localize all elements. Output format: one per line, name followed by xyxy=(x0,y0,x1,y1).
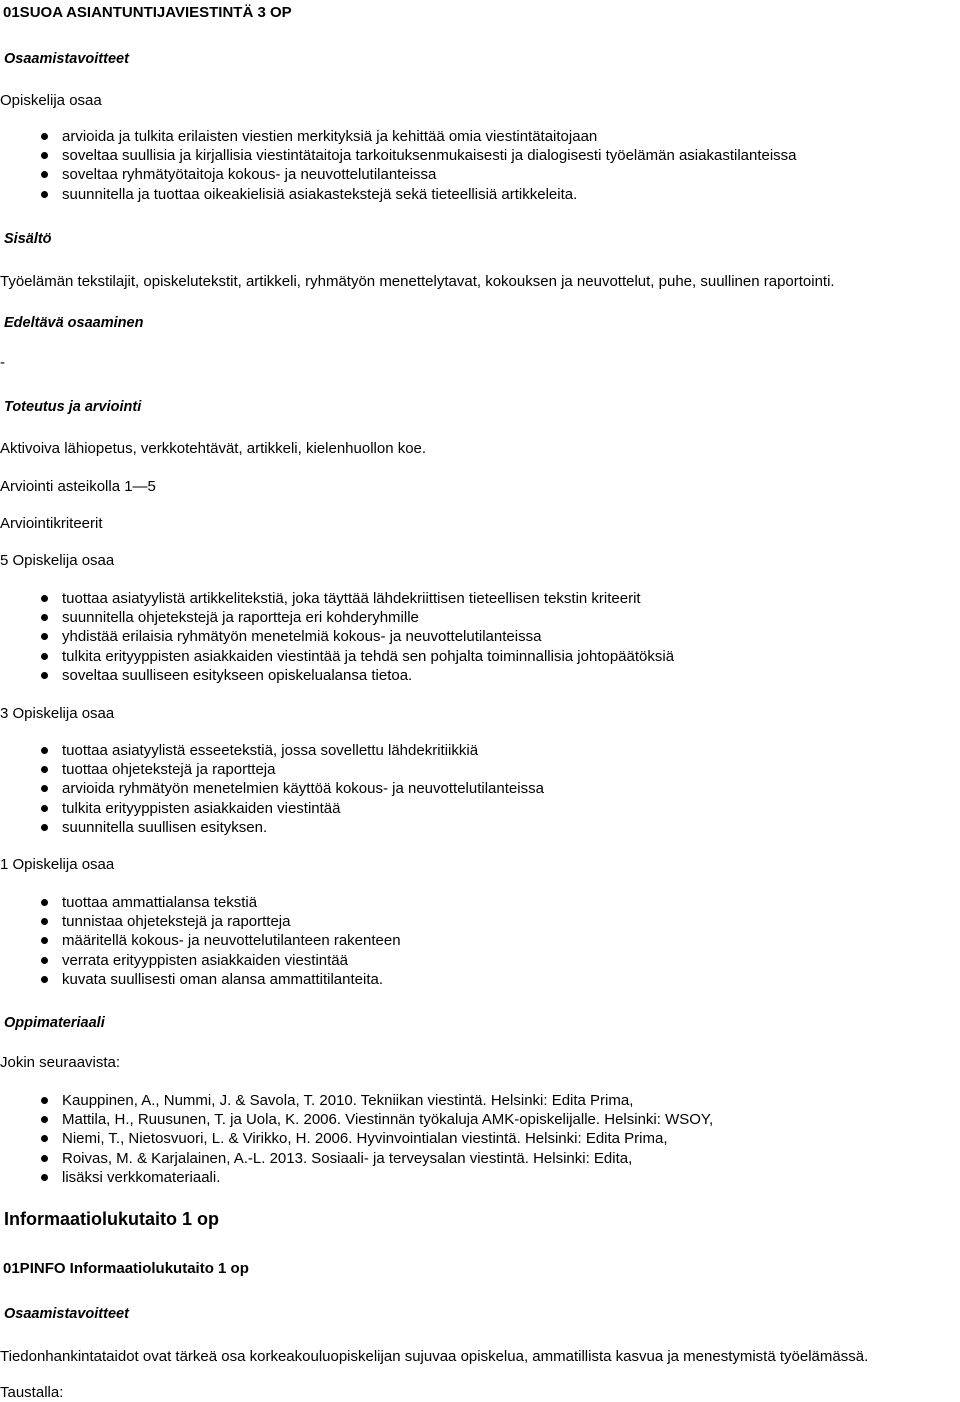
materials-heading: Oppimateriaali xyxy=(4,1015,105,1031)
list-item-text: soveltaa suulliseen esitykseen opiskelualansa tietoa. xyxy=(62,666,413,684)
implementation-heading: Toteutus ja arviointi xyxy=(4,399,142,415)
list-item-text: kuvata suullisesti oman alansa ammattitilanteita. xyxy=(62,970,383,988)
bullet-icon xyxy=(41,191,48,198)
criteria-heading: Arviointikriteerit xyxy=(0,515,103,532)
list-item xyxy=(0,912,401,931)
bullet-icon xyxy=(41,976,48,983)
grade5-intro: 5 Opiskelija osaa xyxy=(0,552,115,569)
bullet-icon xyxy=(41,152,48,159)
bullet-icon xyxy=(41,633,48,640)
list-item xyxy=(0,1091,713,1110)
bullet-icon xyxy=(41,1097,48,1104)
list-item xyxy=(0,1129,713,1148)
list-item xyxy=(0,799,544,818)
list-item xyxy=(0,951,401,970)
list-item xyxy=(0,127,797,146)
prerequisites-text: - xyxy=(0,354,5,371)
list-item-text: suunnitella suullisen esityksen. xyxy=(62,818,268,836)
list-item xyxy=(0,1168,713,1187)
list-item-text: verrata erityyppisten asiakkaiden viestintää xyxy=(62,951,348,969)
bullet-icon xyxy=(41,957,48,964)
list-item-text: tulkita erityyppisten asiakkaiden viestintää xyxy=(62,799,341,817)
list-item-text: tuottaa ohjetekstejä ja raportteja xyxy=(62,761,276,779)
list-item xyxy=(0,647,674,666)
list-item xyxy=(0,608,674,627)
bullet-icon xyxy=(41,937,48,944)
list-item xyxy=(0,741,544,760)
objectives-intro: Opiskelija osaa xyxy=(0,92,102,109)
content-heading: Sisältö xyxy=(4,231,52,247)
list-item xyxy=(0,666,674,685)
list-item-text: Kauppinen, A., Nummi, J. & Savola, T. 2010. Tekniikan viestintä. Helsinki: Edita Prima, xyxy=(62,1092,634,1109)
bullet-icon xyxy=(41,595,48,602)
grade5-list xyxy=(0,589,674,685)
list-item xyxy=(0,893,401,912)
list-item xyxy=(0,931,401,950)
course2-objectives-text: Tiedonhankintataidot ovat tärkeä osa korkeakouluopiskelijan sujuvaa opiskelua, ammatillista kasvua ja menestymistä työelämässä. xyxy=(0,1348,869,1365)
bullet-icon xyxy=(41,133,48,140)
list-item xyxy=(0,760,544,779)
list-item xyxy=(0,1110,713,1129)
list-item-text: tunnistaa ohjetekstejä ja raportteja xyxy=(62,913,291,931)
list-item xyxy=(0,818,544,837)
objectives-list xyxy=(0,127,797,204)
bullet-icon xyxy=(41,805,48,812)
list-item-text: suunnitella ohjetekstejä ja raportteja eri kohderyhmille xyxy=(62,609,419,627)
bullet-icon xyxy=(41,899,48,906)
bullet-icon xyxy=(41,766,48,773)
materials-list xyxy=(0,1091,713,1187)
grade1-list xyxy=(0,893,401,989)
course2-objectives-heading: Osaamistavoitteet xyxy=(4,1306,129,1322)
bullet-icon xyxy=(41,1174,48,1181)
bullet-icon xyxy=(41,824,48,831)
list-item xyxy=(0,779,544,798)
implementation-text: Aktivoiva lähiopetus, verkkotehtävät, artikkeli, kielenhuollon koe. xyxy=(0,440,427,457)
course-title: 01SUOA ASIANTUNTIJAVIESTINTÄ 3 OP xyxy=(3,4,292,21)
bullet-icon xyxy=(41,918,48,925)
objectives-heading: Osaamistavoitteet xyxy=(4,51,129,67)
list-item-text: arvioida ja tulkita erilaisten viestien merkityksiä ja kehittää omia viestintätaitojaan xyxy=(62,128,598,145)
list-item-text: soveltaa suullisia ja kirjallisia viestintätaitoja tarkoituksenmukaisesti ja dialogisesti työelämän asiakastilanteissa xyxy=(62,147,797,165)
bullet-icon xyxy=(41,653,48,660)
list-item xyxy=(0,1149,713,1168)
course2-background-label: Taustalla: xyxy=(0,1384,64,1401)
bullet-icon xyxy=(41,1116,48,1123)
bullet-icon xyxy=(41,672,48,679)
list-item xyxy=(0,165,797,184)
list-item-text: tuottaa asiatyylistä esseetekstiä, jossa sovellettu lähdekritiikkiä xyxy=(62,742,479,759)
bullet-icon xyxy=(41,614,48,621)
bullet-icon xyxy=(41,1135,48,1142)
list-item-text: yhdistää erilaisia ryhmätyön menetelmiä kokous- ja neuvottelutilanteissa xyxy=(62,628,542,646)
list-item-text: määritellä kokous- ja neuvottelutilanteen rakenteen xyxy=(62,932,401,950)
list-item xyxy=(0,970,401,989)
list-item xyxy=(0,146,797,165)
grade3-intro: 3 Opiskelija osaa xyxy=(0,705,115,722)
bullet-icon xyxy=(41,747,48,754)
course2-title: 01PINFO Informaatiolukutaito 1 op xyxy=(3,1260,249,1277)
list-item-text: soveltaa ryhmätyötaitoja kokous- ja neuvottelutilanteissa xyxy=(62,166,437,184)
list-item-text: tuottaa ammattialansa tekstiä xyxy=(62,894,258,911)
list-item-text: Roivas, M. & Karjalainen, A.-L. 2013. Sosiaali- ja terveysalan viestintä. Helsinki: Edita, xyxy=(62,1149,633,1167)
list-item-text: Niemi, T., Nietosvuori, L. & Virikko, H. 2006. Hyvinvointialan viestintä. Helsinki: Edita Prima, xyxy=(62,1130,668,1148)
content-text: Työelämän tekstilajit, opiskelutekstit, artikkeli, ryhmätyön menettelytavat, kokouksen ja neuvottelut, puhe, suullinen raportointi. xyxy=(0,273,835,290)
grade1-intro: 1 Opiskelija osaa xyxy=(0,856,115,873)
list-item xyxy=(0,627,674,646)
list-item-text: Mattila, H., Ruusunen, T. ja Uola, K. 2006. Viestinnän työkaluja AMK-opiskelijalle. Helsinki: WSOY, xyxy=(62,1111,714,1129)
bullet-icon xyxy=(41,171,48,178)
list-item-text: suunnitella ja tuottaa oikeakielisiä asiakastekstejä sekä tieteellisiä artikkeleita. xyxy=(62,185,578,203)
section-title: Informaatiolukutaito 1 op xyxy=(4,1209,220,1229)
grade3-list xyxy=(0,741,544,837)
list-item xyxy=(0,185,797,204)
materials-intro: Jokin seuraavista: xyxy=(0,1054,121,1071)
prerequisites-heading: Edeltävä osaaminen xyxy=(4,315,144,331)
list-item-text: lisäksi verkkomateriaali. xyxy=(62,1168,221,1186)
bullet-icon xyxy=(41,785,48,792)
bullet-icon xyxy=(41,1155,48,1162)
list-item-text: tulkita erityyppisten asiakkaiden viestintää ja tehdä sen pohjalta toiminnallisia johtopäätöksiä xyxy=(62,647,675,665)
list-item xyxy=(0,589,674,608)
grading-scale-text: Arviointi asteikolla 1—5 xyxy=(0,478,156,495)
list-item-text: arvioida ryhmätyön menetelmien käyttöä kokous- ja neuvottelutilanteissa xyxy=(62,780,544,798)
list-item-text: tuottaa asiatyylistä artikkelitekstiä, joka täyttää lähdekriittisen tieteellisen tekstin kriteerit xyxy=(62,590,641,607)
